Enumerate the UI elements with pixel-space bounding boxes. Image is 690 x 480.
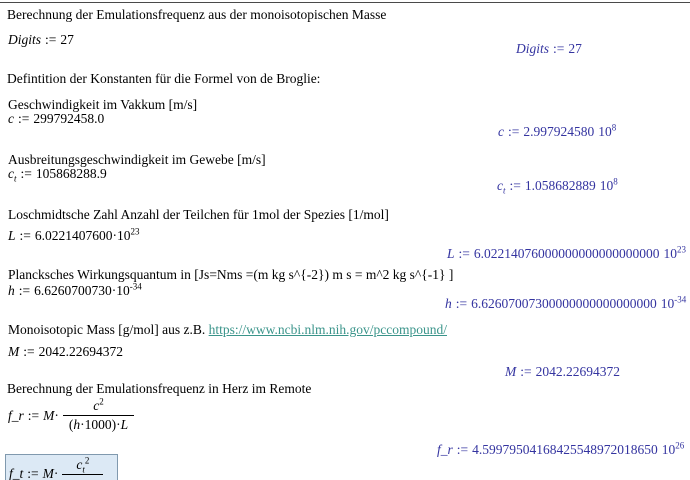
pccompound-link[interactable]: https://www.ncbi.nlm.nih.gov/pccompound/ <box>208 322 447 337</box>
doc-title: Berechnung der Emulationsfrequenz aus der monoisotopischen Masse <box>7 7 387 22</box>
h-label: Plancksches Wirkungsquantum in [Js=Nms =(m kg s^{-2}) m s = m^2 kg s^{-1} ] <box>8 267 454 282</box>
fr-heading: Berechnung der Emulationsfrequenz in Herz im Remote <box>7 381 312 396</box>
ct-label: Ausbreitungsgeschwindigkeit im Gewebe [m/s] <box>8 152 266 167</box>
L-label: Loschmidtsche Zahl Anzahl der Teilchen für 1mol der Spezies [1/mol] <box>8 207 389 222</box>
M-output: M := 2042.22694372 <box>505 364 620 379</box>
ft-fraction: $c_t^2$ <box>62 457 103 480</box>
ct-output: $c_t$ := 1.058682889 $10^8$ <box>497 176 618 196</box>
ft-input[interactable]: f_t := M· $c_t^2$ <box>9 457 103 480</box>
selection-box[interactable] <box>5 454 118 480</box>
constants-heading: Defintition der Konstanten für die Formel von de Broglie: <box>7 71 321 86</box>
ct-input[interactable]: $c_t$ := 105868288.9 <box>8 166 107 184</box>
M-input[interactable]: M := 2042.22694372 <box>8 344 123 359</box>
h-output: h := 6.62607007300000000000000000 $10^{-34}$ <box>445 294 687 311</box>
fr-output: f_r := 4.59979504168425548972018650 $10^{26}$ <box>437 440 685 457</box>
c-input[interactable]: c := 299792458.0 <box>8 111 105 126</box>
top-rule <box>0 2 690 3</box>
L-output: L := 6.02214076000000000000000000 $10^{23}$ <box>447 244 687 261</box>
fr-fraction: $\frac{c^2}{(h\cdot 1000)\cdot L}$ <box>63 398 134 433</box>
digits-output: Digits := 27 <box>516 41 582 56</box>
c-output: c := 2.997924580 $10^8$ <box>498 122 617 139</box>
M-label: Monoisotopic Mass [g/mol] aus z.B. https://www.ncbi.nlm.nih.gov/pccompound/ <box>8 322 447 337</box>
digits-input[interactable]: Digits := 27 <box>8 32 74 47</box>
h-input[interactable]: h := $6.6260700730\cdot 10^{-34}$ <box>8 281 142 298</box>
c-label: Geschwindigkeit im Vakkum [m/s] <box>8 97 198 112</box>
fr-input[interactable]: f_r := M· $\frac{c^2}{(h\cdot 1000)\cdot L}$ <box>8 398 134 433</box>
L-input[interactable]: L := $6.0221407600\cdot 10^{23}$ <box>8 226 140 243</box>
